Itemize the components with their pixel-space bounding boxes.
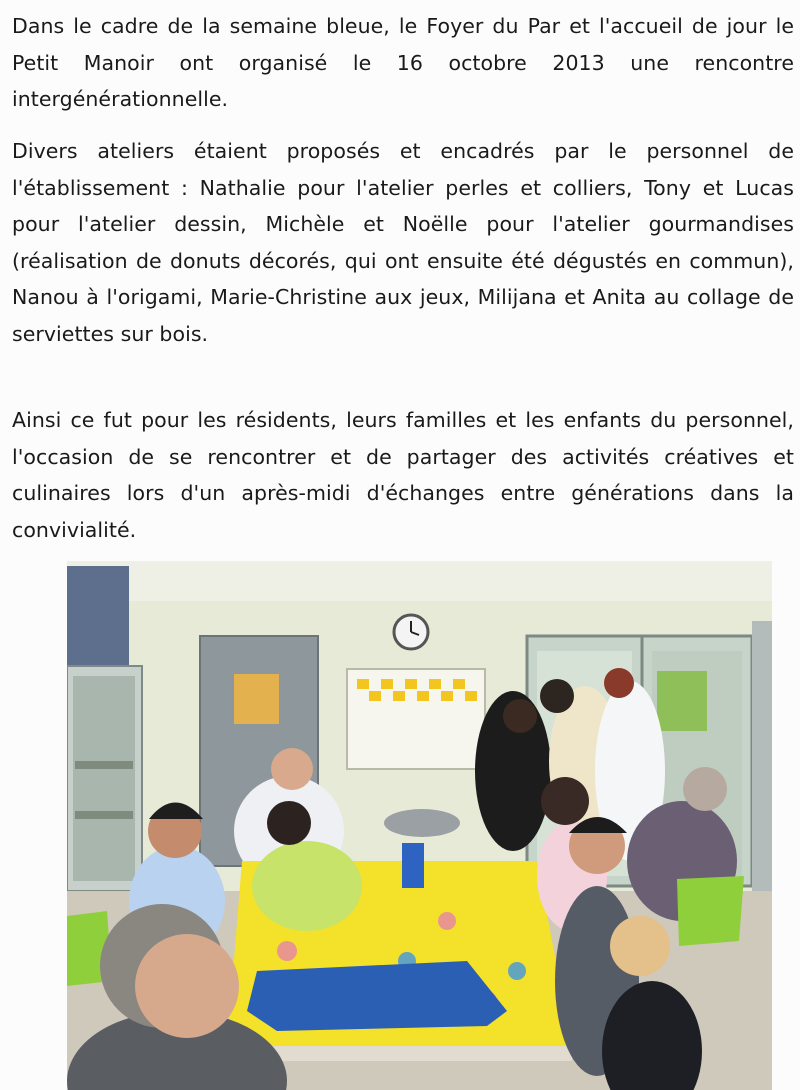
paragraph-conclusion: Ainsi ce fut pour les résidents, leurs familles et les enfants du personnel, l'occasion de se rencontrer et de partager des activités créatives et culinaires lors d'un après-midi d'échanges entre générations dans la convivialité. [12, 408, 794, 542]
event-photo-illustration [67, 561, 772, 1090]
paragraph-workshops: Divers ateliers étaient proposés et encadrés par le personnel de l'établissement : Nathalie pour l'atelier perles et colliers, Tony et Lucas pour l'atelier dessin, Michèle et Noëlle pour l'atelier gourmandises (réalisation de donuts décorés, qui ont ensuite été dégustés en commun), Nanou à l'origami, Marie-Christine aux jeux, Milijana et Anita au collage de serviettes sur bois. [12, 139, 794, 346]
paragraph-intro: Dans le cadre de la semaine bleue, le Foyer du Par et l'accueil de jour le Petit Manoir ont organisé le 16 octobre 2013 une rencontre intergénérationnelle. [12, 14, 794, 111]
event-photo [67, 561, 772, 1090]
